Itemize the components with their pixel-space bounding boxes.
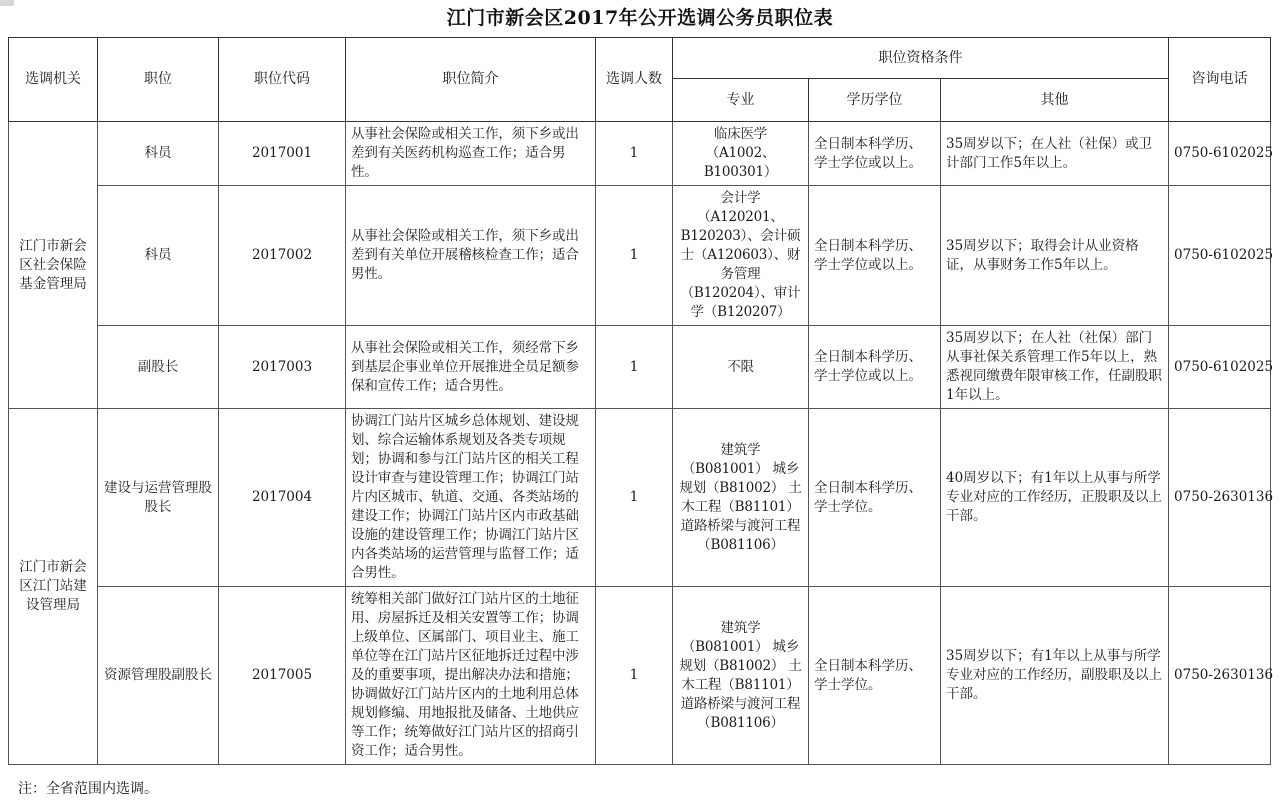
description-cell: 协调江门站片区城乡总体规划、建设规划、综合运输体系规划及各类专项规划；协调和参与江门站片区的相关工程设计审查与建设管理工作；协调江门站片内区城市、轨道、交通、各类站场的建设工作；协调江门站片区内市政基础设施的建设管理工作；协调江门站片区内各类站场的运营管理与监督工作；适合男性。 bbox=[346, 409, 596, 587]
column-header-position: 职位 bbox=[98, 38, 219, 122]
column-header-description: 职位简介 bbox=[346, 38, 596, 122]
position-cell: 副股长 bbox=[98, 326, 219, 409]
footer-note: 注：全省范围内选调。 bbox=[18, 781, 158, 797]
code-cell: 2017003 bbox=[219, 326, 346, 409]
column-header-code: 职位代码 bbox=[219, 38, 346, 122]
job-positions-table bbox=[8, 37, 1274, 765]
count-cell: 1 bbox=[596, 587, 673, 765]
description-cell: 从事社会保险或相关工作，须下乡或出差到有关医药机构巡查工作；适合男性。 bbox=[346, 122, 596, 186]
column-header-major: 专业 bbox=[673, 79, 809, 122]
code-cell: 2017004 bbox=[219, 409, 346, 587]
count-cell: 1 bbox=[596, 186, 673, 326]
major-cell: 临床医学 （A1002、B100301） bbox=[673, 122, 809, 186]
other-cell: 35周岁以下；取得会计从业资格证，从事财务工作5年以上。 bbox=[941, 186, 1169, 326]
position-cell: 科员 bbox=[98, 186, 219, 326]
table-row bbox=[9, 409, 1271, 587]
code-cell: 2017002 bbox=[219, 186, 346, 326]
education-cell: 全日制本科学历、学士学位或以上。 bbox=[809, 122, 941, 186]
major-cell: 建筑学（B081001） 城乡规划（B81002） 土木工程（B81101） 道路桥梁与渡河工程（B081106） bbox=[673, 409, 809, 587]
table-row bbox=[9, 122, 1271, 186]
major-cell: 建筑学（B081001） 城乡规划（B81002） 土木工程（B81101） 道路桥梁与渡河工程（B081106） bbox=[673, 587, 809, 765]
description-cell: 从事社会保险或相关工作，须经常下乡到基层企事业单位开展推进全员足额参保和宣传工作；适合男性。 bbox=[346, 326, 596, 409]
other-cell: 35周岁以下；在人社（社保）或卫计部门工作5年以上。 bbox=[941, 122, 1169, 186]
education-cell: 全日制本科学历、学士学位。 bbox=[809, 587, 941, 765]
table-header bbox=[9, 38, 1271, 122]
corner-artifact bbox=[0, 0, 14, 6]
phone-cell: 0750-2630136 bbox=[1169, 587, 1271, 765]
position-cell: 资源管理股副股长 bbox=[98, 587, 219, 765]
count-cell: 1 bbox=[596, 326, 673, 409]
table-row bbox=[9, 326, 1271, 409]
code-cell: 2017005 bbox=[219, 587, 346, 765]
phone-cell: 0750-6102025 bbox=[1169, 122, 1271, 186]
column-header-agency: 选调机关 bbox=[9, 38, 98, 122]
column-header-qualification-group: 职位资格条件 bbox=[673, 38, 1169, 79]
education-cell: 全日制本科学历、学士学位或以上。 bbox=[809, 186, 941, 326]
major-cell: 会计学（A120201、B120203）、会计硕士（A120603）、财务管理（B120204）、审计学（B120207） bbox=[673, 186, 809, 326]
phone-cell: 0750-2630136 bbox=[1169, 409, 1271, 587]
position-cell: 建设与运营管理股股长 bbox=[98, 409, 219, 587]
major-cell: 不限 bbox=[673, 326, 809, 409]
column-header-count: 选调人数 bbox=[596, 38, 673, 122]
position-cell: 科员 bbox=[98, 122, 219, 186]
table-row bbox=[9, 186, 1271, 326]
column-header-education: 学历学位 bbox=[809, 79, 941, 122]
description-cell: 统筹相关部门做好江门站片区的土地征用、房屋拆迁及相关安置等工作；协调上级单位、区属部门、项目业主、施工单位等在江门站片区征地拆迁过程中涉及的重要事项，提出解决办法和措施；协调做好江门站片区内的土地利用总体规划修编、用地报批及储备、土地供应等工作；统筹做好江门站片区的招商引资工作；适合男性。 bbox=[346, 587, 596, 765]
agency-cell: 江门市新会区江门站建设管理局 bbox=[9, 409, 98, 765]
code-cell: 2017001 bbox=[219, 122, 346, 186]
other-cell: 35周岁以下；有1年以上从事与所学专业对应的工作经历，副股职及以上干部。 bbox=[941, 587, 1169, 765]
page-title: 江门市新会区2017年公开选调公务员职位表 bbox=[446, 7, 834, 29]
column-header-phone: 咨询电话 bbox=[1169, 38, 1271, 122]
description-cell: 从事社会保险或相关工作，须下乡或出差到有关单位开展稽核检查工作；适合男性。 bbox=[346, 186, 596, 326]
agency-cell: 江门市新会区社会保险基金管理局 bbox=[9, 122, 98, 409]
table-row bbox=[9, 587, 1271, 765]
count-cell: 1 bbox=[596, 122, 673, 186]
table-body bbox=[9, 122, 1274, 765]
phone-cell: 0750-6102025 bbox=[1169, 326, 1271, 409]
other-cell: 35周岁以下；在人社（社保）部门从事社保关系管理工作5年以上，熟悉视同缴费年限审核工作，任副股职1年以上。 bbox=[941, 326, 1169, 409]
column-header-other: 其他 bbox=[941, 79, 1169, 122]
other-cell: 40周岁以下；有1年以上从事与所学专业对应的工作经历，正股职及以上干部。 bbox=[941, 409, 1169, 587]
phone-cell: 0750-6102025 bbox=[1169, 186, 1271, 326]
education-cell: 全日制本科学历、学士学位或以上。 bbox=[809, 326, 941, 409]
count-cell: 1 bbox=[596, 409, 673, 587]
education-cell: 全日制本科学历、学士学位。 bbox=[809, 409, 941, 587]
